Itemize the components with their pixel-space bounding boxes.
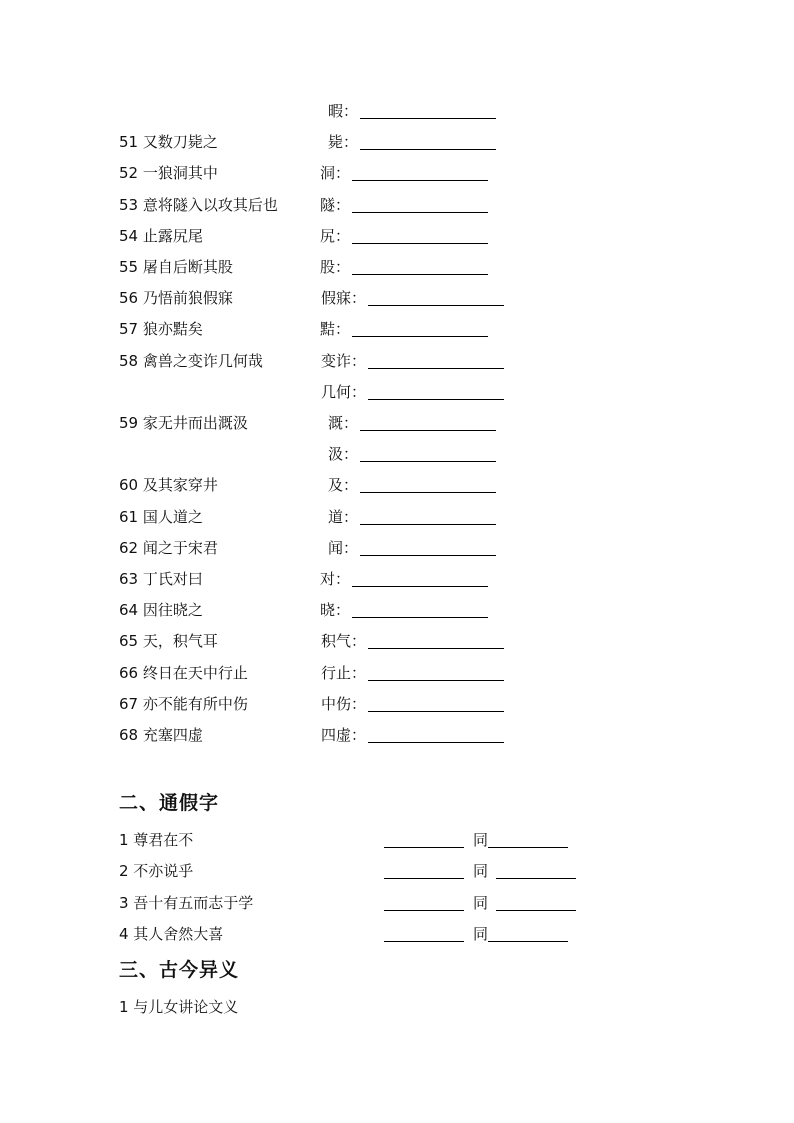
vocab-row [0, 318, 794, 340]
answer-blank[interactable] [360, 415, 496, 431]
tongjiazi-row [0, 923, 794, 945]
vocab-row [0, 412, 794, 434]
vocab-row [0, 630, 794, 652]
vocab-row [0, 506, 794, 528]
answer-blank[interactable] [360, 540, 496, 556]
tongjiazi-sentence: 4 其人舍然大喜 [119, 925, 224, 943]
vocab-term: 道： [327, 507, 358, 526]
vocab-sentence: 65 天，积气耳 [119, 632, 218, 651]
answer-blank[interactable] [352, 321, 488, 337]
vocab-sentence: 67 亦不能有所中伤 [119, 694, 248, 713]
tongjiazi-equivalent-blank[interactable] [488, 926, 568, 942]
tong-label: 同 [473, 831, 489, 849]
answer-blank[interactable] [352, 259, 488, 275]
vocab-term: 及： [327, 476, 358, 495]
tongjiazi-row [0, 860, 794, 882]
answer-blank[interactable] [360, 134, 496, 150]
vocab-sentence: 57 狼亦黠矣 [119, 320, 203, 339]
vocab-row [0, 194, 794, 216]
vocab-term: 黠： [319, 320, 350, 339]
vocab-sentence: 60 及其家穿井 [119, 476, 218, 495]
tongjiazi-row [0, 829, 794, 851]
vocab-row [0, 131, 794, 153]
vocab-row [0, 693, 794, 715]
vocab-row [0, 474, 794, 496]
vocab-row [0, 537, 794, 559]
vocab-term: 积气： [320, 632, 366, 651]
vocab-term: 行止： [320, 663, 366, 682]
vocab-sentence: 63 丁氏对曰 [119, 570, 203, 588]
vocab-term: 几何： [320, 382, 366, 401]
tongjiazi-char-blank[interactable] [384, 926, 464, 942]
answer-blank[interactable] [352, 228, 488, 244]
tong-label: 同 [473, 925, 489, 943]
vocab-term: 隧： [319, 195, 350, 214]
vocab-term: 闻： [327, 538, 358, 557]
vocab-sentence: 59 家无井而出溉汲 [119, 414, 248, 432]
tongjiazi-equivalent-blank[interactable] [496, 863, 576, 879]
tongjiazi-equivalent-blank[interactable] [488, 832, 568, 848]
vocab-sentence: 55 屠自后断其股 [119, 258, 233, 276]
answer-blank[interactable] [368, 665, 504, 681]
answer-blank[interactable] [368, 727, 504, 743]
vocab-row [0, 662, 794, 684]
vocab-term: 中伤： [320, 694, 366, 713]
tongjiazi-sentence: 3 吾十有五而志于学 [119, 894, 254, 912]
vocab-term: 毙： [327, 133, 358, 152]
vocab-sentence: 61 国人道之 [119, 507, 203, 526]
vocab-row [0, 599, 794, 621]
vocab-row [0, 256, 794, 278]
vocab-sentence: 68 充塞四虚 [119, 726, 203, 744]
section-heading-tongjiazi: 二、通假字 [119, 792, 220, 814]
vocab-term: 晓： [319, 601, 350, 620]
vocab-sentence: 64 因往晓之 [119, 601, 203, 620]
vocab-row [0, 225, 794, 247]
vocab-sentence: 66 终日在天中行止 [119, 663, 248, 682]
gujinyiyi-sentence: 1 与儿女讲论文义 [119, 998, 239, 1016]
answer-blank[interactable] [368, 290, 504, 306]
tongjiazi-sentence: 2 不亦说乎 [119, 862, 194, 880]
answer-blank[interactable] [360, 509, 496, 525]
vocab-row [0, 100, 794, 122]
answer-blank[interactable] [360, 103, 496, 119]
answer-blank[interactable] [352, 197, 488, 213]
tongjiazi-char-blank[interactable] [384, 832, 464, 848]
answer-blank[interactable] [368, 696, 504, 712]
vocab-term: 溉： [327, 414, 358, 432]
vocab-sentence: 58 禽兽之变诈几何哉 [119, 351, 263, 370]
vocab-term: 尻： [319, 226, 350, 245]
vocab-sentence: 54 止露尻尾 [119, 226, 203, 245]
vocab-row [0, 724, 794, 746]
vocab-term: 四虚： [320, 726, 366, 744]
vocab-term: 股： [319, 258, 350, 276]
vocab-sentence: 51 又数刀毙之 [119, 133, 218, 152]
answer-blank[interactable] [368, 353, 504, 369]
vocab-term: 假寐： [320, 289, 366, 308]
tongjiazi-sentence: 1 尊君在不 [119, 831, 194, 849]
vocab-sentence: 52 一狼洞其中 [119, 164, 218, 183]
answer-blank[interactable] [360, 446, 496, 462]
tongjiazi-row [0, 892, 794, 914]
tongjiazi-char-blank[interactable] [384, 863, 464, 879]
answer-blank[interactable] [360, 477, 496, 493]
vocab-row [0, 568, 794, 590]
vocab-row [0, 443, 794, 465]
vocab-row [0, 287, 794, 309]
vocab-row [0, 350, 794, 372]
vocab-term: 对： [319, 570, 350, 588]
vocab-sentence: 53 意将隧入以攻其后也 [119, 195, 278, 214]
vocab-row [0, 162, 794, 184]
vocab-term: 洞： [319, 164, 350, 183]
vocab-sentence: 56 乃悟前狼假寐 [119, 289, 233, 308]
vocab-term: 暇： [327, 102, 358, 120]
vocab-sentence: 62 闻之于宋君 [119, 538, 218, 557]
tong-label: 同 [473, 894, 489, 912]
tongjiazi-char-blank[interactable] [384, 895, 464, 911]
vocab-term: 汲： [327, 445, 358, 464]
gujinyiyi-row [0, 996, 794, 1018]
answer-blank[interactable] [352, 602, 488, 618]
answer-blank[interactable] [368, 633, 504, 649]
tongjiazi-equivalent-blank[interactable] [496, 895, 576, 911]
answer-blank[interactable] [352, 571, 488, 587]
tong-label: 同 [473, 862, 489, 880]
answer-blank[interactable] [352, 165, 488, 181]
answer-blank[interactable] [368, 384, 504, 400]
section-heading-gujinyiyi: 三、古今异义 [119, 959, 240, 981]
vocab-row [0, 381, 794, 403]
vocab-term: 变诈： [320, 351, 366, 370]
